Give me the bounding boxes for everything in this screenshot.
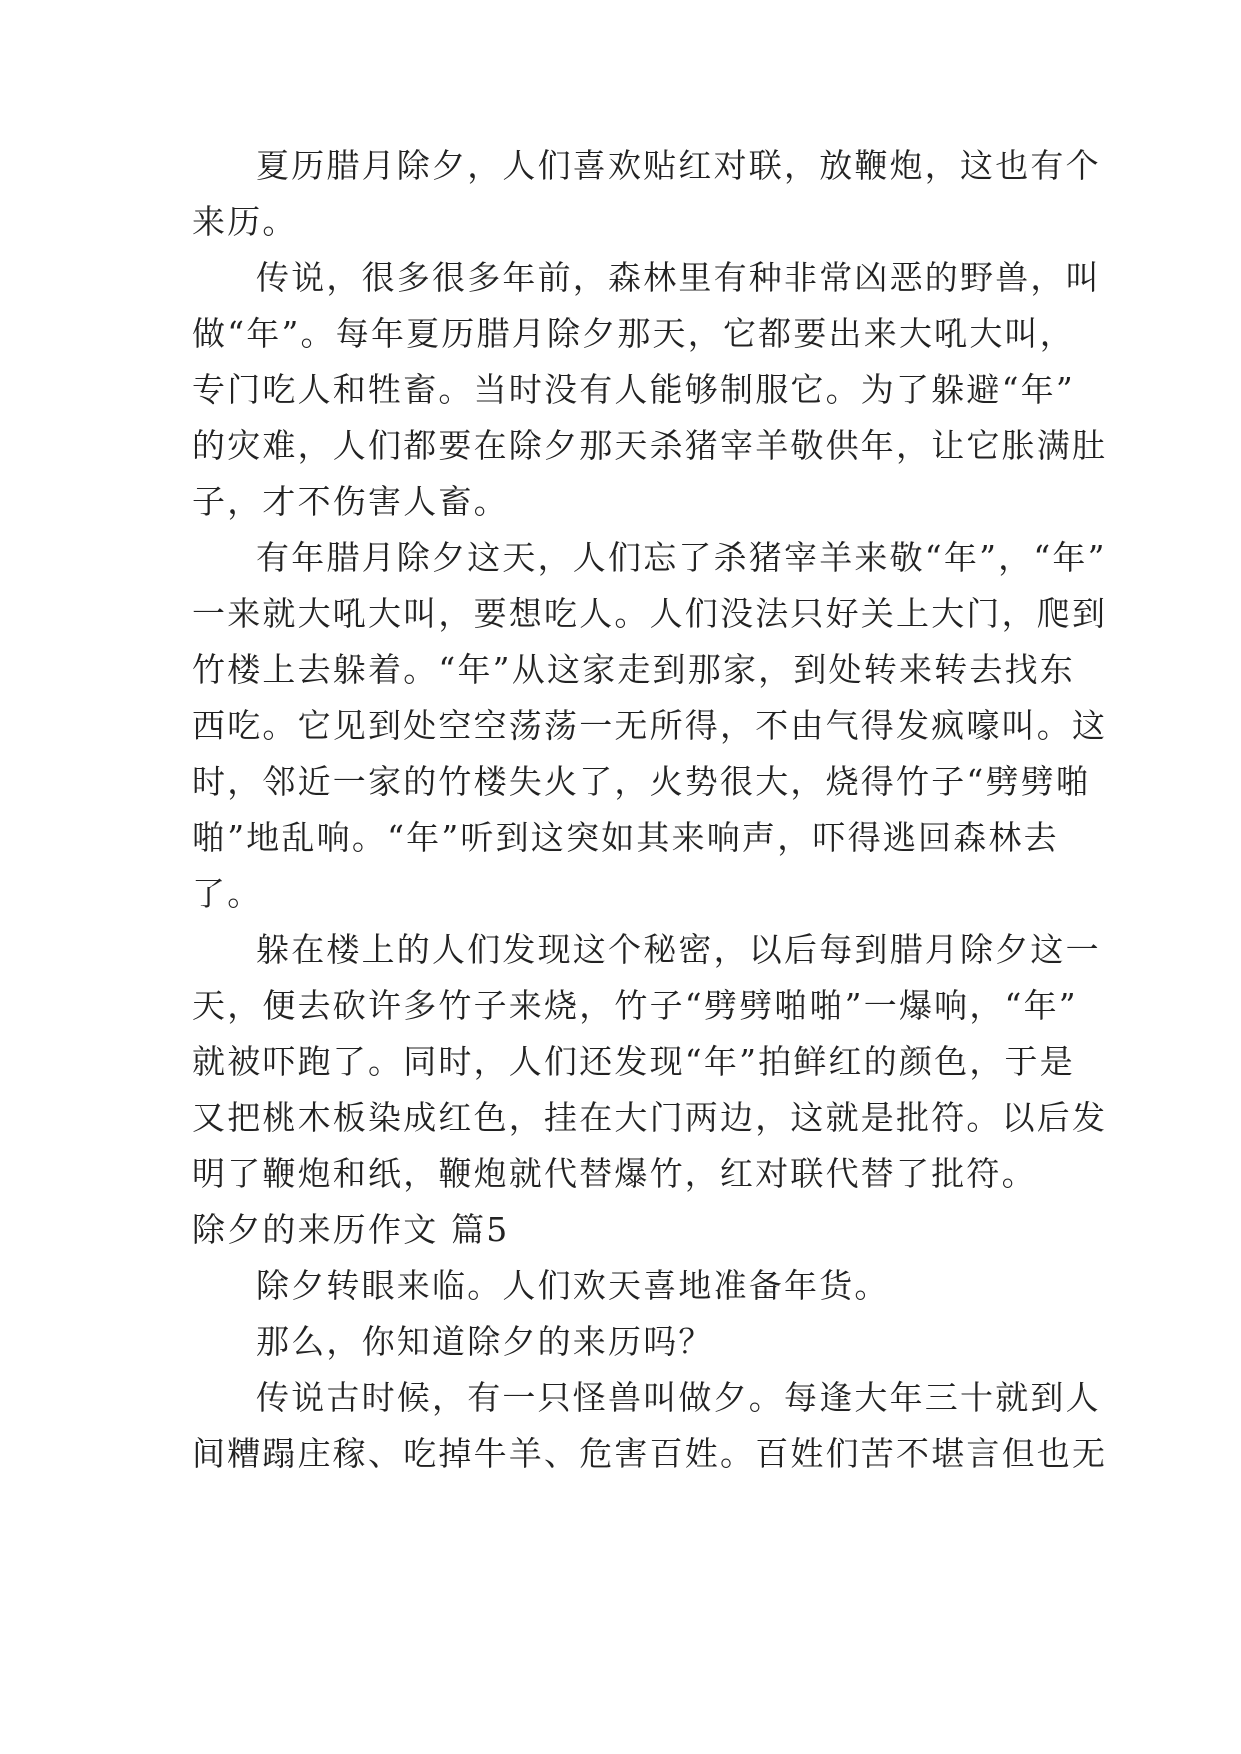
- paragraph-line: 天，便去砍许多竹子来烧，竹子“劈劈啪啪”一爆响，“年”: [192, 986, 1078, 1025]
- paragraph-line: 西吃。它见到处空空荡荡一无所得，不由气得发疯嚎叫。这: [192, 706, 1108, 745]
- paragraph-line: 传说，很多很多年前，森林里有种非常凶恶的野兽，叫: [256, 258, 1101, 297]
- paragraph-line: 啪”地乱响。“年”听到这突如其来响声，吓得逃回森林去: [192, 818, 1059, 857]
- paragraph-line: 时，邻近一家的竹楼失火了，火势很大，烧得竹子“劈劈啪: [192, 762, 1092, 801]
- paragraph-line: 就被吓跑了。同时，人们还发现“年”拍鲜红的颜色，于是: [192, 1042, 1075, 1081]
- paragraph-line: 明了鞭炮和纸，鞭炮就代替爆竹，红对联代替了批符。: [192, 1154, 1037, 1193]
- paragraph-line: 专门吃人和牲畜。当时没有人能够制服它。为了躲避“年”: [192, 370, 1075, 409]
- paragraph-line: 的灾难，人们都要在除夕那天杀猪宰羊敬供年，让它胀满肚: [192, 426, 1108, 465]
- paragraph-line: 来历。: [192, 202, 298, 241]
- paragraph-line: 做“年”。每年夏历腊月除夕那天，它都要出来大吼大叫，: [192, 314, 1075, 353]
- paragraph-line: 躲在楼上的人们发现这个秘密，以后每到腊月除夕这一: [256, 930, 1101, 969]
- paragraph-line: 又把桃木板染成红色，挂在大门两边，这就是批符。以后发: [192, 1098, 1108, 1137]
- paragraph-line: 一来就大吼大叫，要想吃人。人们没法只好关上大门，爬到: [192, 594, 1108, 633]
- paragraph-line: 了。: [192, 874, 263, 913]
- paragraph-line: 子，才不伤害人畜。: [192, 482, 509, 521]
- paragraph-line: 那么，你知道除夕的来历吗？: [256, 1322, 714, 1361]
- paragraph-line: 除夕转眼来临。人们欢天喜地准备年货。: [256, 1266, 890, 1305]
- section-heading: 除夕的来历作文 篇5: [192, 1210, 510, 1249]
- paragraph-line: 间糟蹋庄稼、吃掉牛羊、危害百姓。百姓们苦不堪言但也无: [192, 1434, 1108, 1473]
- paragraph-line: 有年腊月除夕这天，人们忘了杀猪宰羊来敬“年”，“年”: [256, 538, 1107, 577]
- paragraph-line: 竹楼上去躲着。“年”从这家走到那家，到处转来转去找东: [192, 650, 1075, 689]
- paragraph-line: 夏历腊月除夕，人们喜欢贴红对联，放鞭炮，这也有个: [256, 146, 1101, 185]
- paragraph-line: 传说古时候，有一只怪兽叫做夕。每逢大年三十就到人: [256, 1378, 1101, 1417]
